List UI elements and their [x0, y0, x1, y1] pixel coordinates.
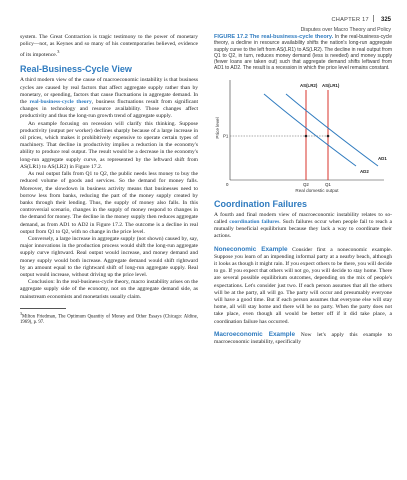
left-column	[20, 34, 198, 326]
ad1-label: AD1	[378, 155, 387, 161]
ad2-curve	[264, 94, 356, 166]
keyword-rbc: real-business-cycle theory	[29, 99, 92, 106]
subheading-noneconomic: Noneconomic Example	[214, 245, 288, 253]
y-axis-label: Price level	[215, 117, 220, 139]
chapter-title: Disputes over Macro Theory and Policy	[300, 27, 391, 33]
rbc-paragraph-2: An example focusing on recession will clarify this thinking. Suppose productivity (output per worker) declines sharply because of a large increase in oil prices, which makes it prohibitively expensive to operate certain types of machinery. That decline in productivity implies a reduction in the economy's ability to produce real output. The result would be a decrease in the economy's long-run aggregate supply curve, as represented by the leftward shift from AS(LR1) to AS(LR2) in Figure 17.2.	[20, 120, 198, 170]
keyword-coordination: coordination failures	[229, 218, 280, 225]
footnote-ref: 3	[57, 49, 60, 55]
as-lr2-label: AS(LR2)	[300, 82, 318, 88]
q2-label: Q2	[303, 181, 309, 187]
rbc-paragraph-1: A third modern view of the cause of macroeconomic instability is that business cycles are caused by real factors that affect aggregate supply rather than by monetary, or spending, factors that cause fluctuations in aggregate demand. In the real-business-cycle theory, business fluctuations result from significant changes in technology and resource availability. Those changes affect productivity and thus the long-run growth trend of aggregate supply.	[20, 77, 199, 120]
as-lr1-label: AS(LR1)	[322, 82, 340, 88]
ad1-curve	[286, 94, 378, 166]
rbc-figure	[214, 76, 392, 194]
figure-caption	[214, 34, 392, 72]
running-header	[301, 8, 391, 33]
rbc-paragraph-4: Conversely, a large increase in aggregate supply (not shown) caused by, say, major innovations in the production process would shift the long-run aggregate supply curve rightward. Real output would increase, and money demand and money supply would both increase. Aggregate demand would shift rightward by an amount equal to the rightward shift of long-run aggregate supply. Real output would increase, without driving up the price level.	[20, 235, 198, 278]
equilibrium-1	[327, 134, 330, 137]
header-divider	[373, 15, 374, 22]
figure-title-text: The real-business-cycle theory.	[249, 34, 334, 40]
chapter-label: CHAPTER 17	[331, 17, 369, 23]
q1-label: Q1	[325, 181, 331, 187]
equilibrium-2	[305, 134, 308, 137]
p1-label: P1	[223, 133, 229, 139]
section-heading-rbc: Real-Business-Cycle View	[20, 64, 132, 75]
rbc-paragraph-5: Conclusion: In the real-business-cycle theory, macro instability arises on the aggregate supply side of the economy, not on the aggregate demand side, as mainstream economists and monetarists usually claim.	[20, 279, 198, 300]
ad2-label: AD2	[360, 168, 369, 174]
rbc-paragraph-3: As real output falls from Q1 to Q2, the public needs less money to buy the reduced volume of goods and services. So the demand for money falls. Moreover, the slowdown in business activity means that businesses need to borrow less from banks, reducing the part of the money supply created by banks through their lending. Thus, the supply of money also falls. In this controversial scenario, changes in the supply of money respond to changes in the demand for money. The decline in the money supply then reduces aggregate demand, as from AD1 to AD2 in Figure 17.2. The outcome is a decline in real output from Q1 to Q2, with no change in the price level.	[20, 171, 198, 235]
x-axis-label: Real domestic output	[295, 187, 339, 193]
page-number: 325	[380, 17, 391, 23]
subheading-macroeconomic: Macroeconomic Example	[214, 330, 296, 338]
footnote-rule	[20, 308, 66, 309]
right-column: FIGURE 17.2 The real-business-cycle theory. In the real-business-cycle theory, a decline in resource availability shifts the nation's long-run aggregate supply curve to the left from AS(LR1) to AS(LR2). The decline in real output from Q1 to Q2, in turn, reduces money demand (less is needed) and money supply (fewer loans are taken out) such that aggregate demand shifts leftward from AD1 to AD2. The result is a recession in which the price level remains constant. Price level AS(LR2) AS(LR1) AD1 AD2 P1 0 Q2 Q1 Real domestic output Coordination Failures A fourth and final modern view of macroeconomic instability relates to so-called coordination failures. Such failures occur when people fail to reach a mutually beneficial equilibrium because they lack a way to coordinate their actions. Noneconomic Example Consider first a noneconomic example. Suppose you learn of an impending informal party at a nearby beach, although it looks as though it might rain. If you expect others to be there, you will decide to go. If you expect that others will not go, you will decide to stay home. There are several possible equilibrium outcomes, depending on the mix of people's expectations. Let's consider just two. If each person assumes that all the others will be at the party, all will go. The party will occur and presumably everyone will have a good time. But if each person assumes that everyone else will stay home, all will stay home and there will be no party. When the party does not take place, even though all would be better off if it did take place, a coordination failure has occurred. Macroeconomic Example Now let's apply this example to macroeconomic instability, specifically	[214, 34, 393, 346]
section-heading-coordination: Coordination Failures	[214, 198, 308, 209]
footnote: $^3$Milton Friedman, The Optimum Quantity of Money and Other Essays (Chicago: Aldine, 1969), p. 97.	[20, 310, 198, 326]
origin-label: 0	[226, 181, 229, 187]
coordination-paragraph-1: A fourth and final modern view of macroeconomic instability relates to so-called coordination failures. Such failures occur when people fail to reach a mutually beneficial equilibrium because they lack a way to coordinate their actions.	[214, 211, 392, 240]
intro-paragraph: system. The Great Contraction is tragic testimony to the power of monetary policy—not, as Keynes and so many of his contemporaries believed, evidence of its impotence.$^3$	[20, 34, 198, 59]
figure-title: FIGURE 17.2	[214, 34, 248, 40]
figure-caption-text: In the real-business-cycle theory, a decline in resource availability shifts the nation's long-run aggregate supply curve to the left from AS(LR1) to AS(LR2). The decline in real output from Q1 to Q2, in turn, reduces money demand (less is needed) and money supply (fewer loans are taken out) such that aggregate demand shifts leftward from AD1 to AD2. The result is a recession in which the price level remains constant.	[214, 34, 392, 72]
